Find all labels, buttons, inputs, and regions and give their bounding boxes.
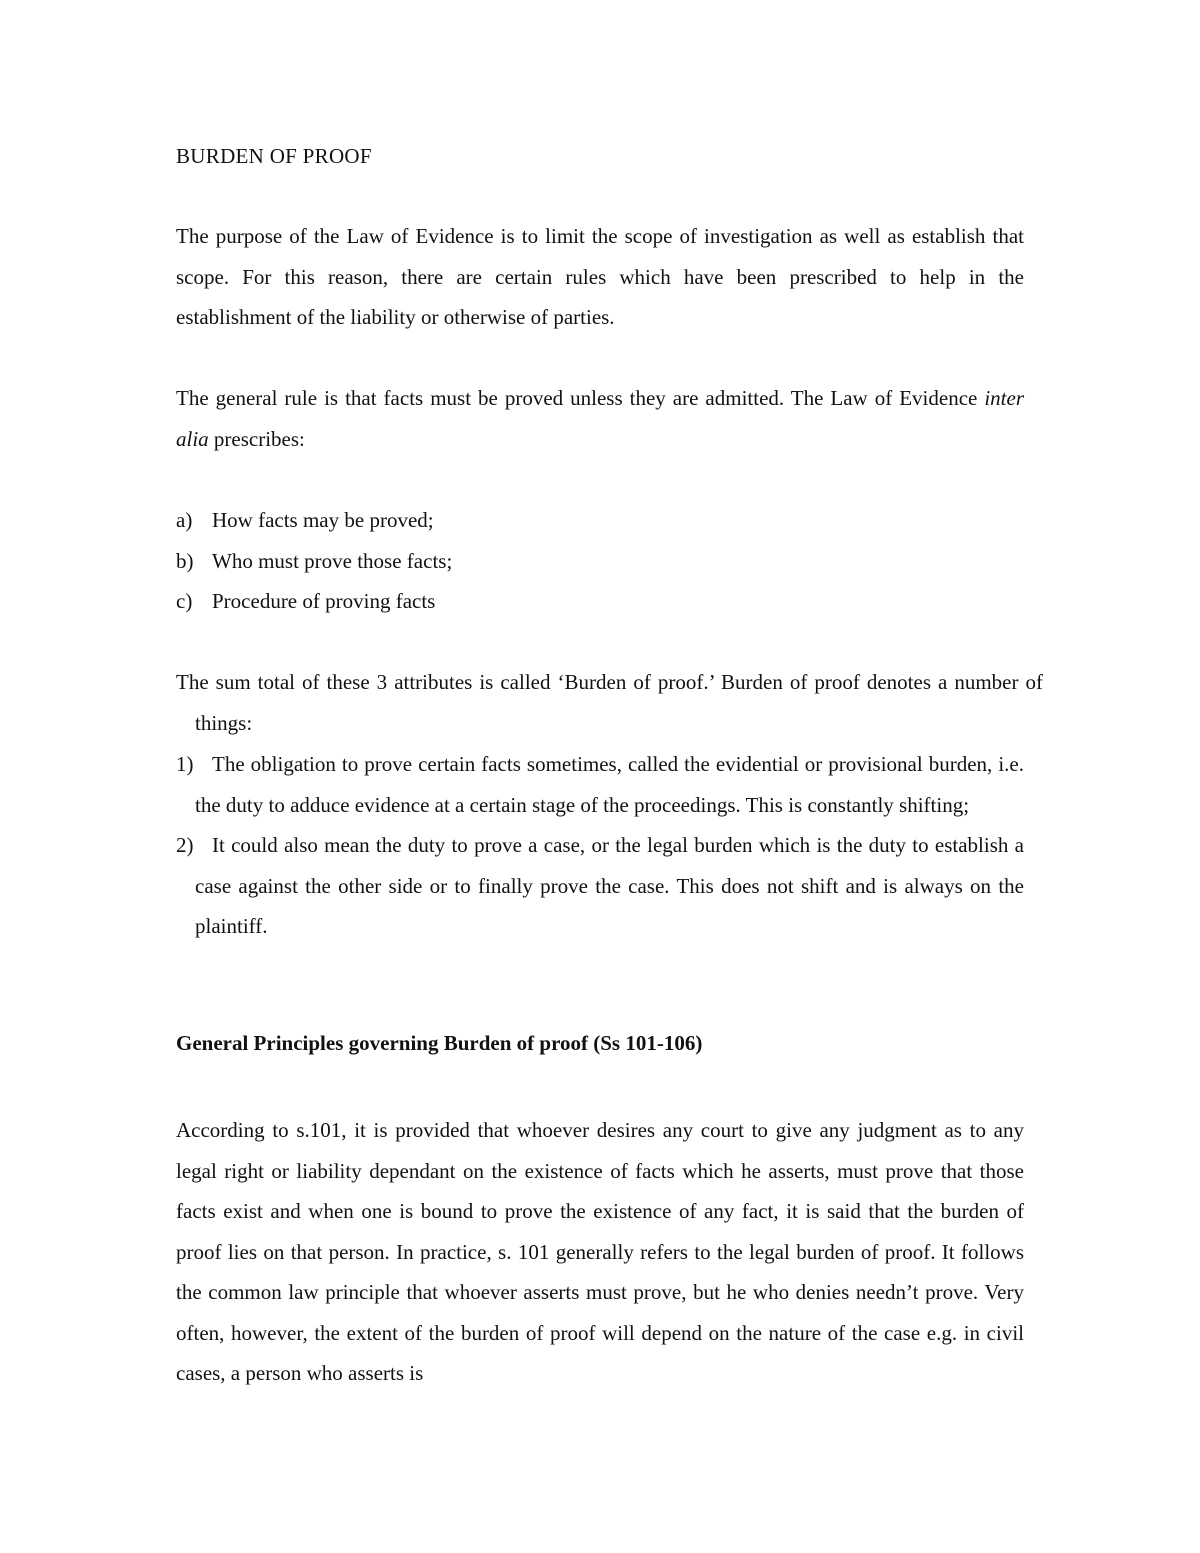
list-item bbox=[176, 744, 1024, 825]
paragraph-general-rule-text: The general rule is that facts must be proved unless they are admitted. The Law of Evidence bbox=[176, 386, 985, 410]
list-item-text bbox=[195, 825, 1024, 947]
paragraph-purpose: The purpose of the Law of Evidence is to limit the scope of investigation as well as establish that scope. For this reason, there are certain rules which have been prescribed to help in the establishment of the liability or otherwise of parties. bbox=[176, 224, 1024, 329]
list-item-text: How facts may be proved; bbox=[212, 508, 434, 532]
list-item bbox=[176, 541, 1024, 582]
inter-alia-italic: inter alia bbox=[176, 386, 1024, 451]
list-marker: 2) bbox=[176, 833, 194, 857]
paragraph-general-rule bbox=[176, 378, 1024, 459]
paragraph-s101: According to s.101, it is provided that whoever desires any court to give any judgment as to any legal right or liability dependant on the existence of facts which he asserts, must prove that those facts exist and when one is bound to prove the existence of any fact, it is said that the burden of proof lies on that person. In practice, s. 101 generally refers to the legal burden of proof. It follows the common law principle that whoever asserts must prove, but he who denies needn’t prove. Very often, however, the extent of the burden of proof will depend on the nature of the case e.g. in civil cases, a person who asserts is bbox=[176, 1118, 1024, 1385]
numbered-list bbox=[176, 744, 1024, 947]
list-item-text: Who must prove those facts; bbox=[212, 548, 453, 573]
list-marker: 1) bbox=[176, 752, 194, 776]
paragraph-general-rule-end: prescribes: bbox=[208, 426, 305, 451]
list-item bbox=[176, 581, 1024, 622]
list-item-text bbox=[195, 744, 1024, 825]
list-item-text-content: It could also mean the duty to prove a case, or the legal burden which is the duty to establish a case against the other side or to finally prove the case. This does not shift and is always on the plaintiff. bbox=[195, 833, 1024, 938]
list-marker: b) bbox=[176, 548, 194, 573]
list-item-text: Procedure of proving facts bbox=[212, 589, 436, 613]
section-heading: General Principles governing Burden of proof (Ss 101-106) bbox=[176, 1031, 703, 1055]
list-item bbox=[176, 500, 1024, 541]
alpha-list bbox=[176, 500, 1024, 622]
list-item-text-content: The obligation to prove certain facts sometimes, called the evidential or provisional burden, i.e. the duty to adduce evidence at a certain stage of the proceedings. This is constantly shifting; bbox=[195, 752, 1024, 817]
list-marker: a) bbox=[176, 508, 193, 532]
list-item bbox=[176, 825, 1024, 947]
list-marker: c) bbox=[176, 589, 193, 613]
paragraph-sum-total: The sum total of these 3 attributes is called ‘Burden of proof.’ Burden of proof denotes a number of things: bbox=[176, 670, 1043, 735]
document-title: BURDEN OF PROOF bbox=[176, 144, 372, 168]
